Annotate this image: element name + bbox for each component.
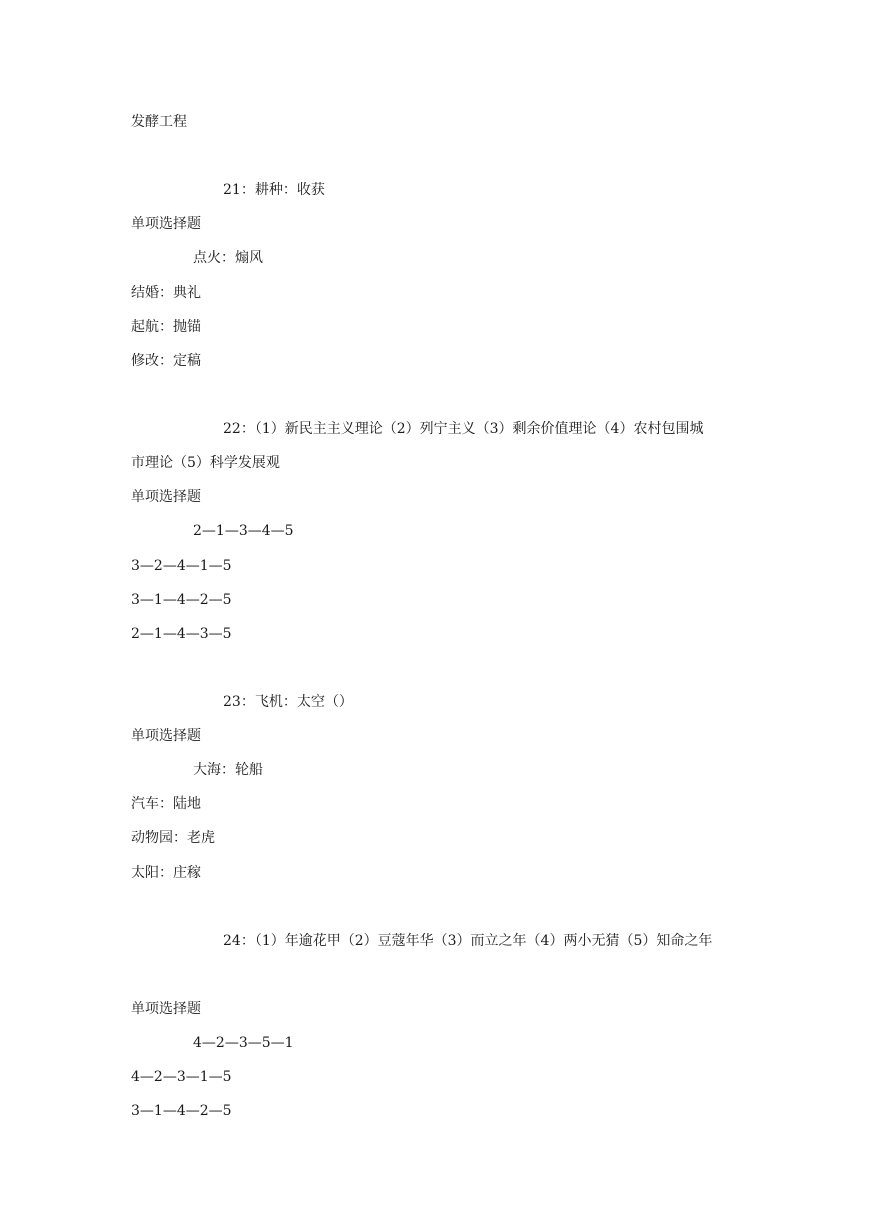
q21-option-d: 修改：定稿 bbox=[131, 353, 201, 369]
q22-stem-line2: 市理论（5）科学发展观 bbox=[131, 455, 280, 471]
q23-option-d: 太阳：庄稼 bbox=[131, 865, 201, 881]
q21-stem: 21：耕种：收获 bbox=[223, 182, 325, 198]
q22-stem-line1: 22：（1）新民主主义理论（2）列宁主义（3）剩余价值理论（4）农村包围城 bbox=[223, 421, 704, 437]
q23-type: 单项选择题 bbox=[131, 728, 201, 744]
q24-option-c: 3—1—4—2—5 bbox=[131, 1103, 232, 1119]
page-heading: 发酵工程 bbox=[131, 114, 187, 130]
q21-option-a: 点火：煽风 bbox=[193, 250, 263, 266]
q24-type: 单项选择题 bbox=[131, 1001, 201, 1017]
q24-stem: 24：（1）年逾花甲（2）豆蔻年华（3）而立之年（4）两小无猜（5）知命之年 bbox=[223, 933, 713, 949]
q21-option-b: 结婚：典礼 bbox=[131, 285, 201, 301]
q22-option-b: 3—2—4—1—5 bbox=[131, 558, 232, 574]
q24-option-b: 4—2—3—1—5 bbox=[131, 1069, 232, 1085]
q23-stem: 23：飞机：太空（） bbox=[223, 694, 353, 710]
q23-option-b: 汽车：陆地 bbox=[131, 796, 201, 812]
q24-option-a: 4—2—3—5—1 bbox=[193, 1035, 294, 1051]
q21-type: 单项选择题 bbox=[131, 216, 201, 232]
q22-type: 单项选择题 bbox=[131, 489, 201, 505]
q22-option-c: 3—1—4—2—5 bbox=[131, 592, 232, 608]
q23-option-c: 动物园：老虎 bbox=[131, 830, 215, 846]
q22-option-d: 2—1—4—3—5 bbox=[131, 626, 232, 642]
q21-option-c: 起航：抛锚 bbox=[131, 319, 201, 335]
q23-option-a: 大海：轮船 bbox=[193, 762, 263, 778]
q22-option-a: 2—1—3—4—5 bbox=[193, 523, 294, 539]
